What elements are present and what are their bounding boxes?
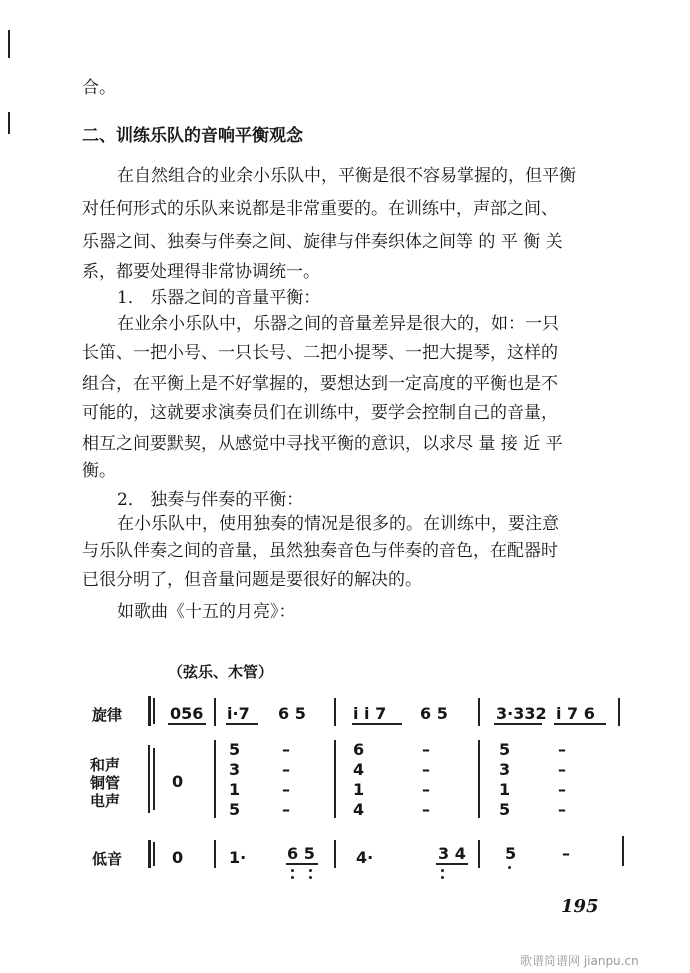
octave-dot bbox=[309, 876, 312, 879]
part-label-brass: 铜管 bbox=[90, 774, 121, 792]
text-line: 在自然组合的业余小乐队中，平衡是很不容易掌握的，但平衡 bbox=[117, 166, 576, 186]
text-line: 衡。 bbox=[82, 461, 116, 481]
barline bbox=[478, 740, 480, 818]
harmony-dash: – bbox=[282, 760, 290, 779]
harmony-dash: – bbox=[282, 780, 290, 799]
text-line: 长笛、一把小号、一只长号、二把小提琴、一把大提琴，这样的 bbox=[82, 343, 558, 363]
text-line: 相互之间要默契，从感觉中寻找平衡的意识，以求尽 量 接 近 平 bbox=[82, 434, 563, 454]
harmony-dash: – bbox=[282, 740, 290, 759]
barline bbox=[334, 698, 336, 726]
harmony-dash: – bbox=[558, 800, 566, 819]
harmony-note: 1 bbox=[499, 780, 511, 799]
system-bracket bbox=[148, 745, 150, 813]
harmony-dash: – bbox=[422, 740, 430, 759]
octave-dot bbox=[441, 869, 444, 872]
harmony-note: 6 bbox=[353, 740, 365, 759]
text-line: 在小乐队中，使用独奏的情况是很多的。在训练中，要注意 bbox=[117, 514, 559, 534]
harmony-rest: 0 bbox=[172, 772, 184, 791]
text-line: 系，都要处理得非常协调统一。 bbox=[82, 262, 320, 282]
watermark: 歌谱简谱网 jianpu.cn bbox=[520, 954, 639, 968]
beam-underline bbox=[494, 723, 542, 725]
harmony-note: 5 bbox=[499, 740, 511, 759]
melody-note: i i 7 bbox=[353, 704, 387, 723]
page-edge-mark bbox=[8, 30, 10, 58]
text-line: 与乐队伴奏之间的音量，虽然独奏音色与伴奏的音色，在配器时 bbox=[82, 541, 558, 561]
page-edge-mark bbox=[8, 112, 10, 134]
part-label-melody: 旋律 bbox=[92, 706, 123, 724]
melody-note: i 7 6 bbox=[556, 704, 595, 723]
melody-note: i·7 bbox=[227, 704, 250, 723]
harmony-dash: – bbox=[558, 740, 566, 759]
octave-dot bbox=[508, 866, 511, 869]
bass-note: 5 bbox=[505, 844, 517, 863]
system-barline bbox=[153, 748, 155, 810]
barline bbox=[478, 840, 480, 868]
text-line: 可能的，这就要求演奏员们在训练中，要学会控制自己的音量， bbox=[82, 403, 558, 423]
part-label-electric: 电声 bbox=[90, 792, 121, 810]
bass-note: 6 5 bbox=[287, 844, 315, 863]
harmony-note: 4 bbox=[353, 800, 365, 819]
part-label-harmony: 和声 bbox=[90, 756, 121, 774]
text-line: 乐器之间、独奏与伴奏之间、旋律与伴奏织体之间等 的 平 衡 关 bbox=[82, 232, 563, 252]
subheading: 1． 乐器之间的音量平衡： bbox=[117, 288, 321, 308]
text-line: 已很分明了，但音量问题是要很好的解决的。 bbox=[82, 570, 422, 590]
beam-underline bbox=[226, 723, 258, 725]
harmony-note: 1 bbox=[229, 780, 241, 799]
text-line: 合。 bbox=[82, 78, 116, 98]
harmony-dash: – bbox=[422, 780, 430, 799]
barline bbox=[334, 740, 336, 818]
harmony-note: 5 bbox=[229, 800, 241, 819]
barline bbox=[478, 698, 480, 726]
harmony-note: 3 bbox=[499, 760, 511, 779]
melody-pickup: 056 bbox=[170, 704, 204, 723]
bass-dash: – bbox=[562, 844, 570, 863]
barline bbox=[214, 698, 216, 726]
barline bbox=[618, 698, 620, 726]
barline bbox=[214, 740, 216, 818]
harmony-note: 1 bbox=[353, 780, 365, 799]
harmony-note: 5 bbox=[229, 740, 241, 759]
harmony-note: 4 bbox=[353, 760, 365, 779]
octave-dot bbox=[309, 869, 312, 872]
beam-underline bbox=[554, 723, 606, 725]
beam-underline bbox=[168, 723, 206, 725]
harmony-dash: – bbox=[422, 800, 430, 819]
text-line: 在业余小乐队中，乐器之间的音量差异是很大的，如：一只 bbox=[117, 314, 559, 334]
beam-underline bbox=[436, 863, 468, 865]
octave-dot bbox=[291, 876, 294, 879]
harmony-note: 5 bbox=[499, 800, 511, 819]
system-barline bbox=[153, 842, 155, 866]
bass-note: 4· bbox=[356, 848, 374, 867]
score-instrumentation: （弦乐、木管） bbox=[168, 663, 274, 681]
bass-note: 3 4 bbox=[438, 844, 466, 863]
system-bracket bbox=[148, 696, 151, 726]
barline bbox=[622, 836, 624, 866]
text-line: 如歌曲《十五的月亮》： bbox=[117, 602, 296, 622]
bass-rest: 0 bbox=[172, 848, 184, 867]
barline bbox=[214, 840, 216, 868]
harmony-dash: – bbox=[282, 800, 290, 819]
octave-dot bbox=[441, 876, 444, 879]
harmony-dash: – bbox=[558, 780, 566, 799]
harmony-dash: – bbox=[558, 760, 566, 779]
subheading: 2． 独奏与伴奏的平衡： bbox=[117, 490, 304, 510]
barline bbox=[334, 840, 336, 868]
octave-dot bbox=[291, 869, 294, 872]
text-line: 组合，在平衡上是不好掌握的，要想达到一定高度的平衡也是不 bbox=[82, 374, 558, 394]
bass-note: 1· bbox=[229, 848, 247, 867]
part-label-bass: 低音 bbox=[92, 850, 123, 868]
harmony-dash: – bbox=[422, 760, 430, 779]
section-heading: 二、训练乐队的音响平衡观念 bbox=[82, 126, 303, 146]
system-bracket bbox=[148, 840, 151, 868]
text-line: 对任何形式的乐队来说都是非常重要的。在训练中，声部之间、 bbox=[82, 199, 558, 219]
beam-underline bbox=[286, 863, 318, 865]
melody-note: 6 5 bbox=[278, 704, 306, 723]
beam-underline bbox=[352, 723, 402, 725]
page-number: 195 bbox=[561, 896, 599, 917]
melody-note: 6 5 bbox=[420, 704, 448, 723]
harmony-note: 3 bbox=[229, 760, 241, 779]
melody-note: 3·332 bbox=[496, 704, 547, 723]
system-barline bbox=[153, 698, 155, 724]
